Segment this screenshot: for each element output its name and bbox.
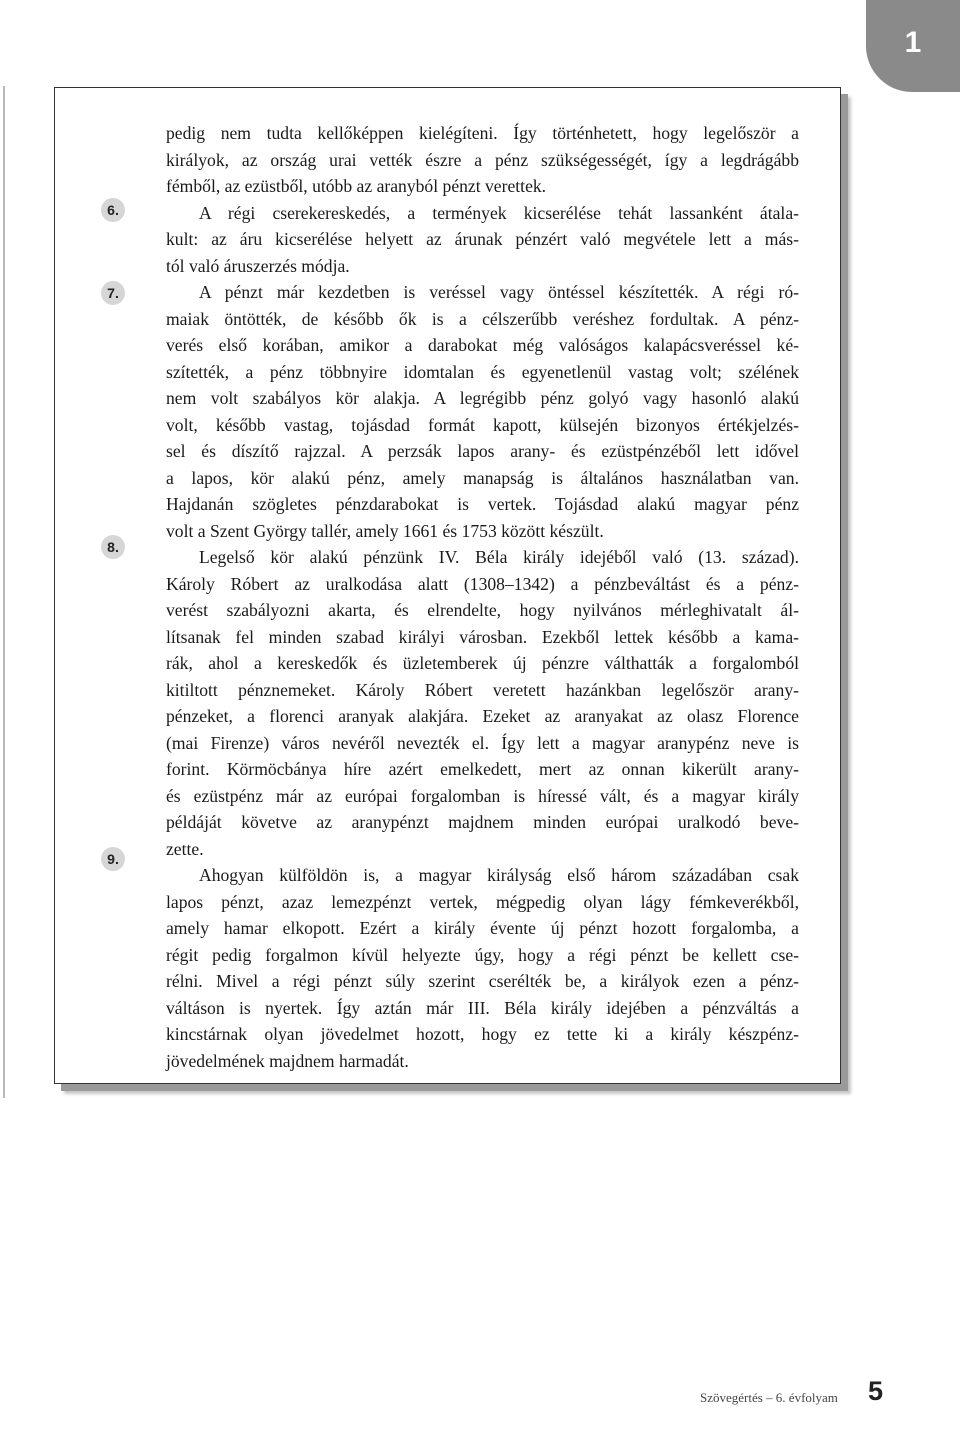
text-line: verés első korában, amikor a darabokat még valóságos kalapácsveréssel ké- [166, 335, 799, 355]
text-line: amely hamar elkopott. Ezért a király évente új pénzt hozott forgalomba, a [166, 918, 799, 938]
text-line: volt a Szent György tallér, amely 1661 és 1753 között készült. [166, 520, 604, 541]
text-line: volt, később vastag, tojásdad formát kapott, külsején bizonyos értékjelzés- [166, 414, 799, 435]
text-line: régit pedig forgalmon kívül helyezte úgy, hogy a régi pénzt be kellett cse- [166, 944, 799, 965]
text-line: Hajdanán szögletes pénzdarabokat is vertek. Tojásdad alakú magyar pénz [166, 494, 799, 514]
text-line: forint. Körmöcbánya híre azért emelkedett, mert az onnan kikerült arany- [166, 759, 799, 779]
text-line: (mai Firenze) város nevéről nevezték el. Így lett a magyar aranypénz neve is [166, 732, 799, 753]
body-text [166, 120, 799, 1074]
text-line: Legelső kör alakú pénzünk IV. Béla király idejéből való (13. század). [199, 547, 799, 567]
footer-label: Szövegértés – 6. évfolyam [700, 1390, 838, 1405]
text-line: pedig nem tudta kellőképpen kielégíteni. Így történhetett, hogy legelőször a [166, 123, 799, 143]
text-line: nem volt szabályos kör alakja. A legrégibb pénz golyó vagy hasonló alakú [166, 388, 799, 408]
text-line: jövedelmének majdnem harmadát. [166, 1050, 409, 1071]
text-line: zette. [166, 838, 204, 859]
text-line: kincstárnak olyan jövedelmet hozott, hogy ez tette ki a király készpénz- [166, 1024, 799, 1044]
text-line: maiak öntötték, de később ők is a célszerűbb veréshez fordultak. A pénz- [166, 308, 799, 329]
paragraph-number-6: 6. [101, 198, 125, 222]
text-line: fémből, az ezüstből, utóbb az aranyból pénzt verettek. [166, 176, 547, 196]
text-line: pénzeket, a florenci aranyak alakjára. Ezeket az aranyakat az olasz Florence [166, 706, 799, 726]
page-number: 5 [868, 1376, 884, 1406]
text-line: rák, ahol a kereskedők és üzletemberek új pénzre válthatták a forgalomból [166, 653, 799, 673]
text-line: verést szabályozni akarta, és elrendelte, hogy nyilvános mérleghivatalt ál- [166, 600, 799, 620]
text-line: királyok, az ország urai vették észre a pénz szükségességét, így a legdrágább [166, 149, 799, 170]
text-line: Ahogyan külföldön is, a magyar királyság első három századában csak [199, 865, 799, 885]
text-line: A pénzt már kezdetben is veréssel vagy öntéssel készítették. A régi ró- [199, 282, 799, 302]
paragraph-number-9: 9. [101, 847, 125, 871]
text-line: váltáson is nyertek. Így aztán már III. Béla király idejében a pénzváltás a [166, 997, 799, 1018]
text-line: lapos pénzt, azaz lemezpénzt vertek, mégpedig olyan lágy fémkeverékből, [166, 891, 799, 912]
text-line: rélni. Mivel a régi pénzt súly szerint cserélték be, a királyok ezen a pénz- [166, 971, 799, 991]
text-line: Károly Róbert az uralkodása alatt (1308–1342) a pénzbeváltást és a pénz- [166, 573, 799, 594]
text-line: sel és díszítő rajzzal. A perzsák lapos arany- és ezüstpénzéből lett idővel [166, 441, 799, 461]
text-line: A régi cserekereskedés, a termények kicserélése tehát lassanként átala- [199, 202, 799, 223]
text-line: kult: az áru kicserélése helyett az árunak pénzért való megvétele lett a más- [166, 229, 799, 249]
chapter-number: 1 [904, 26, 922, 59]
text-line: szítették, a pénz többnyire idomtalan és egyenetlenül vastag volt; szélének [166, 361, 799, 382]
paragraph-number-8: 8. [101, 535, 125, 559]
margin-rule [3, 86, 5, 1098]
paragraph-number-7: 7. [101, 281, 125, 305]
text-line: kitiltott pénznemeket. Károly Róbert veretett hazánkban legelőször arany- [166, 679, 799, 700]
text-line: lítsanak fel minden szabad királyi városban. Ezekből lettek később a kama- [166, 626, 799, 647]
chapter-tab [866, 0, 960, 92]
text-line: a lapos, kör alakú pénz, amely manapság is általános használatban van. [166, 467, 799, 488]
text-line: tól való áruszerzés módja. [166, 255, 350, 276]
text-line: példáját követve az aranypénzt majdnem minden európai uralkodó beve- [166, 812, 799, 832]
text-line: és ezüstpénz már az európai forgalomban is híressé vált, és a magyar király [166, 785, 799, 806]
